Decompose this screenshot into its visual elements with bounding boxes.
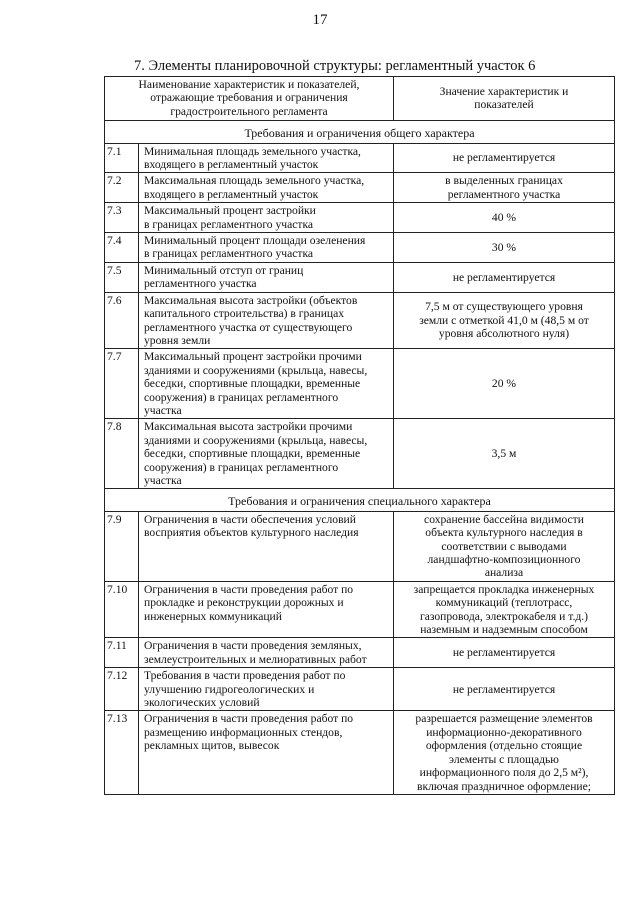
text-line: прокладке и реконструкции дорожных и: [144, 596, 344, 610]
text-line: капитального строительства) в границах: [144, 307, 345, 321]
text-line: ландшафтно-композиционного: [427, 553, 581, 566]
text-line: Максимальная площадь земельного участка,: [144, 174, 365, 188]
text-line: 3,5 м: [491, 447, 517, 461]
table-row: [105, 419, 615, 489]
row-value: [394, 349, 615, 419]
text-line: Максимальная высота застройки прочими: [144, 420, 353, 434]
table-row: [105, 292, 615, 349]
row-value: [394, 581, 615, 638]
text-line: наземным и надземным способом: [420, 623, 588, 637]
row-number: 7.5: [105, 262, 139, 292]
row-number: 7.10: [105, 581, 139, 638]
table-row: [105, 233, 615, 263]
text-line: Значение характеристик и: [439, 84, 569, 98]
text-line: в границах регламентного участка: [144, 217, 314, 231]
row-number: 7.13: [105, 711, 139, 794]
table-row: [105, 203, 615, 233]
row-number: 7.2: [105, 173, 139, 203]
group-header-row: [105, 121, 615, 143]
text-line: сооружения) в границах регламентного: [144, 390, 339, 404]
group-title: Требования и ограничения общего характера: [105, 121, 615, 143]
text-line: Минимальный процент площади озеленения: [144, 234, 366, 248]
text-line: коммуникаций (теплотрасс,: [435, 596, 573, 610]
text-line: 20 %: [491, 377, 517, 391]
text-line: не регламентируется: [452, 270, 556, 284]
row-value: [394, 668, 615, 711]
row-characteristic: [139, 638, 394, 668]
row-number: 7.8: [105, 419, 139, 489]
text-line: Максимальная высота застройки (объектов: [144, 293, 358, 307]
text-line: восприятия объектов культурного наследия: [144, 526, 359, 540]
row-value: [394, 143, 615, 173]
text-line: элементы с площадью: [449, 752, 559, 766]
row-characteristic: [139, 668, 394, 711]
text-line: информационного поля до 2,5 м²),: [419, 766, 589, 780]
row-number: 7.3: [105, 203, 139, 233]
text-line: не регламентируется: [452, 151, 556, 165]
text-line: включая праздничное оформление;: [417, 779, 591, 793]
text-line: зданиями и сооружениями (крыльца, навесы,: [144, 433, 368, 447]
text-line: оформления (отдельно стоящие: [425, 739, 583, 753]
row-number: 7.1: [105, 143, 139, 173]
row-value: [394, 233, 615, 263]
header-values: [394, 77, 615, 121]
section-title: 7. Элементы планировочной структуры: регламентный участок 6: [134, 58, 536, 74]
text-line: 40 %: [491, 210, 517, 224]
text-line: Минимальный отступ от границ: [144, 263, 304, 277]
row-characteristic: [139, 419, 394, 489]
row-number: 7.4: [105, 233, 139, 263]
text-line: газопровода, электрокабеля и т.д.): [419, 609, 589, 623]
text-line: не регламентируется: [452, 682, 556, 696]
group-header-row: [105, 489, 615, 511]
row-characteristic: [139, 511, 394, 581]
text-line: уровня абсолютного нуля): [438, 327, 570, 341]
text-line: Ограничения в части проведения работ по: [144, 582, 354, 596]
text-line: не регламентируется: [452, 646, 556, 660]
text-line: градостроительного регламента: [170, 104, 328, 118]
text-line: в границах регламентного участка: [144, 247, 314, 261]
row-characteristic: [139, 711, 394, 794]
table-row: [105, 581, 615, 638]
text-line: 7,5 м от существующего уровня: [425, 300, 583, 314]
text-line: земли с отметкой 41,0 м (48,5 м от: [419, 313, 589, 327]
row-value: [394, 262, 615, 292]
row-number: 7.9: [105, 511, 139, 581]
text-line: Ограничения в части проведения работ по: [144, 712, 354, 726]
row-characteristic: [139, 349, 394, 419]
text-line: Максимальный процент застройки прочими: [144, 350, 362, 364]
text-line: участка: [144, 403, 182, 417]
row-value: [394, 711, 615, 794]
group-title: Требования и ограничения специального характера: [105, 489, 615, 511]
row-number: 7.11: [105, 638, 139, 668]
row-value: [394, 203, 615, 233]
text-line: Наименование характеристик и показателей,: [138, 78, 360, 91]
table-row: [105, 638, 615, 668]
text-line: участка: [144, 473, 182, 487]
text-line: Минимальная площадь земельного участка,: [144, 144, 361, 158]
text-line: беседки, спортивные площадки, временные: [144, 447, 361, 461]
text-line: сохранение бассейна видимости: [424, 512, 584, 526]
row-value: [394, 173, 615, 203]
row-number: 7.6: [105, 292, 139, 349]
text-line: соответствии с выводами: [441, 539, 567, 553]
row-value: [394, 292, 615, 349]
text-line: Ограничения в части обеспечения условий: [144, 512, 356, 526]
header-characteristics: [105, 77, 394, 121]
row-number: 7.7: [105, 349, 139, 419]
row-value: [394, 419, 615, 489]
table-body: [105, 121, 615, 795]
text-line: регламентного участка: [144, 277, 257, 291]
text-line: показателей: [474, 98, 534, 112]
text-line: объекта культурного наследия в: [425, 526, 583, 540]
text-line: 30 %: [491, 240, 517, 254]
text-line: в выделенных границах: [445, 174, 563, 188]
text-line: отражающие требования и ограничения: [150, 91, 348, 105]
text-line: рекламных щитов, вывесок: [144, 739, 280, 753]
row-characteristic: [139, 262, 394, 292]
text-line: входящего в регламентный участок: [144, 158, 319, 172]
text-line: Ограничения в части проведения земляных,: [144, 639, 362, 653]
regulation-table: [104, 76, 615, 795]
text-line: размещению информационных стендов,: [144, 725, 343, 739]
row-characteristic: [139, 143, 394, 173]
text-line: экологических условий: [144, 696, 260, 710]
table-row: [105, 262, 615, 292]
text-line: инженерных коммуникаций: [144, 609, 282, 623]
text-line: регламентного участка: [447, 187, 561, 201]
table-header-row: [105, 77, 615, 121]
text-line: беседки, спортивные площадки, временные: [144, 377, 361, 391]
page-number: 17: [312, 12, 328, 28]
text-line: входящего в регламентный участок: [144, 187, 319, 201]
row-number: 7.12: [105, 668, 139, 711]
row-characteristic: [139, 292, 394, 349]
text-line: информационно-декоративного: [426, 725, 582, 739]
text-line: анализа: [484, 566, 524, 580]
text-line: землеустроительных и мелиоративных работ: [144, 652, 367, 666]
row-characteristic: [139, 233, 394, 263]
text-line: зданиями и сооружениями (крыльца, навесы,: [144, 363, 368, 377]
table-row: [105, 711, 615, 794]
row-characteristic: [139, 203, 394, 233]
text-line: сооружения) в границах регламентного: [144, 460, 339, 474]
row-characteristic: [139, 173, 394, 203]
text-line: регламентного участка от существующего: [144, 320, 353, 334]
text-line: Максимальный процент застройки: [144, 204, 316, 218]
table-row: [105, 143, 615, 173]
text-line: уровня земли: [144, 333, 211, 347]
table-row: [105, 668, 615, 711]
row-characteristic: [139, 581, 394, 638]
table-row: [105, 349, 615, 419]
text-line: улучшению гидрогеологических и: [144, 682, 315, 696]
text-line: разрешается размещение элементов: [415, 712, 593, 726]
text-line: Требования в части проведения работ по: [144, 669, 346, 683]
table-row: [105, 173, 615, 203]
row-value: [394, 638, 615, 668]
text-line: запрещается прокладка инженерных: [413, 582, 595, 596]
table-row: [105, 511, 615, 581]
row-value: [394, 511, 615, 581]
